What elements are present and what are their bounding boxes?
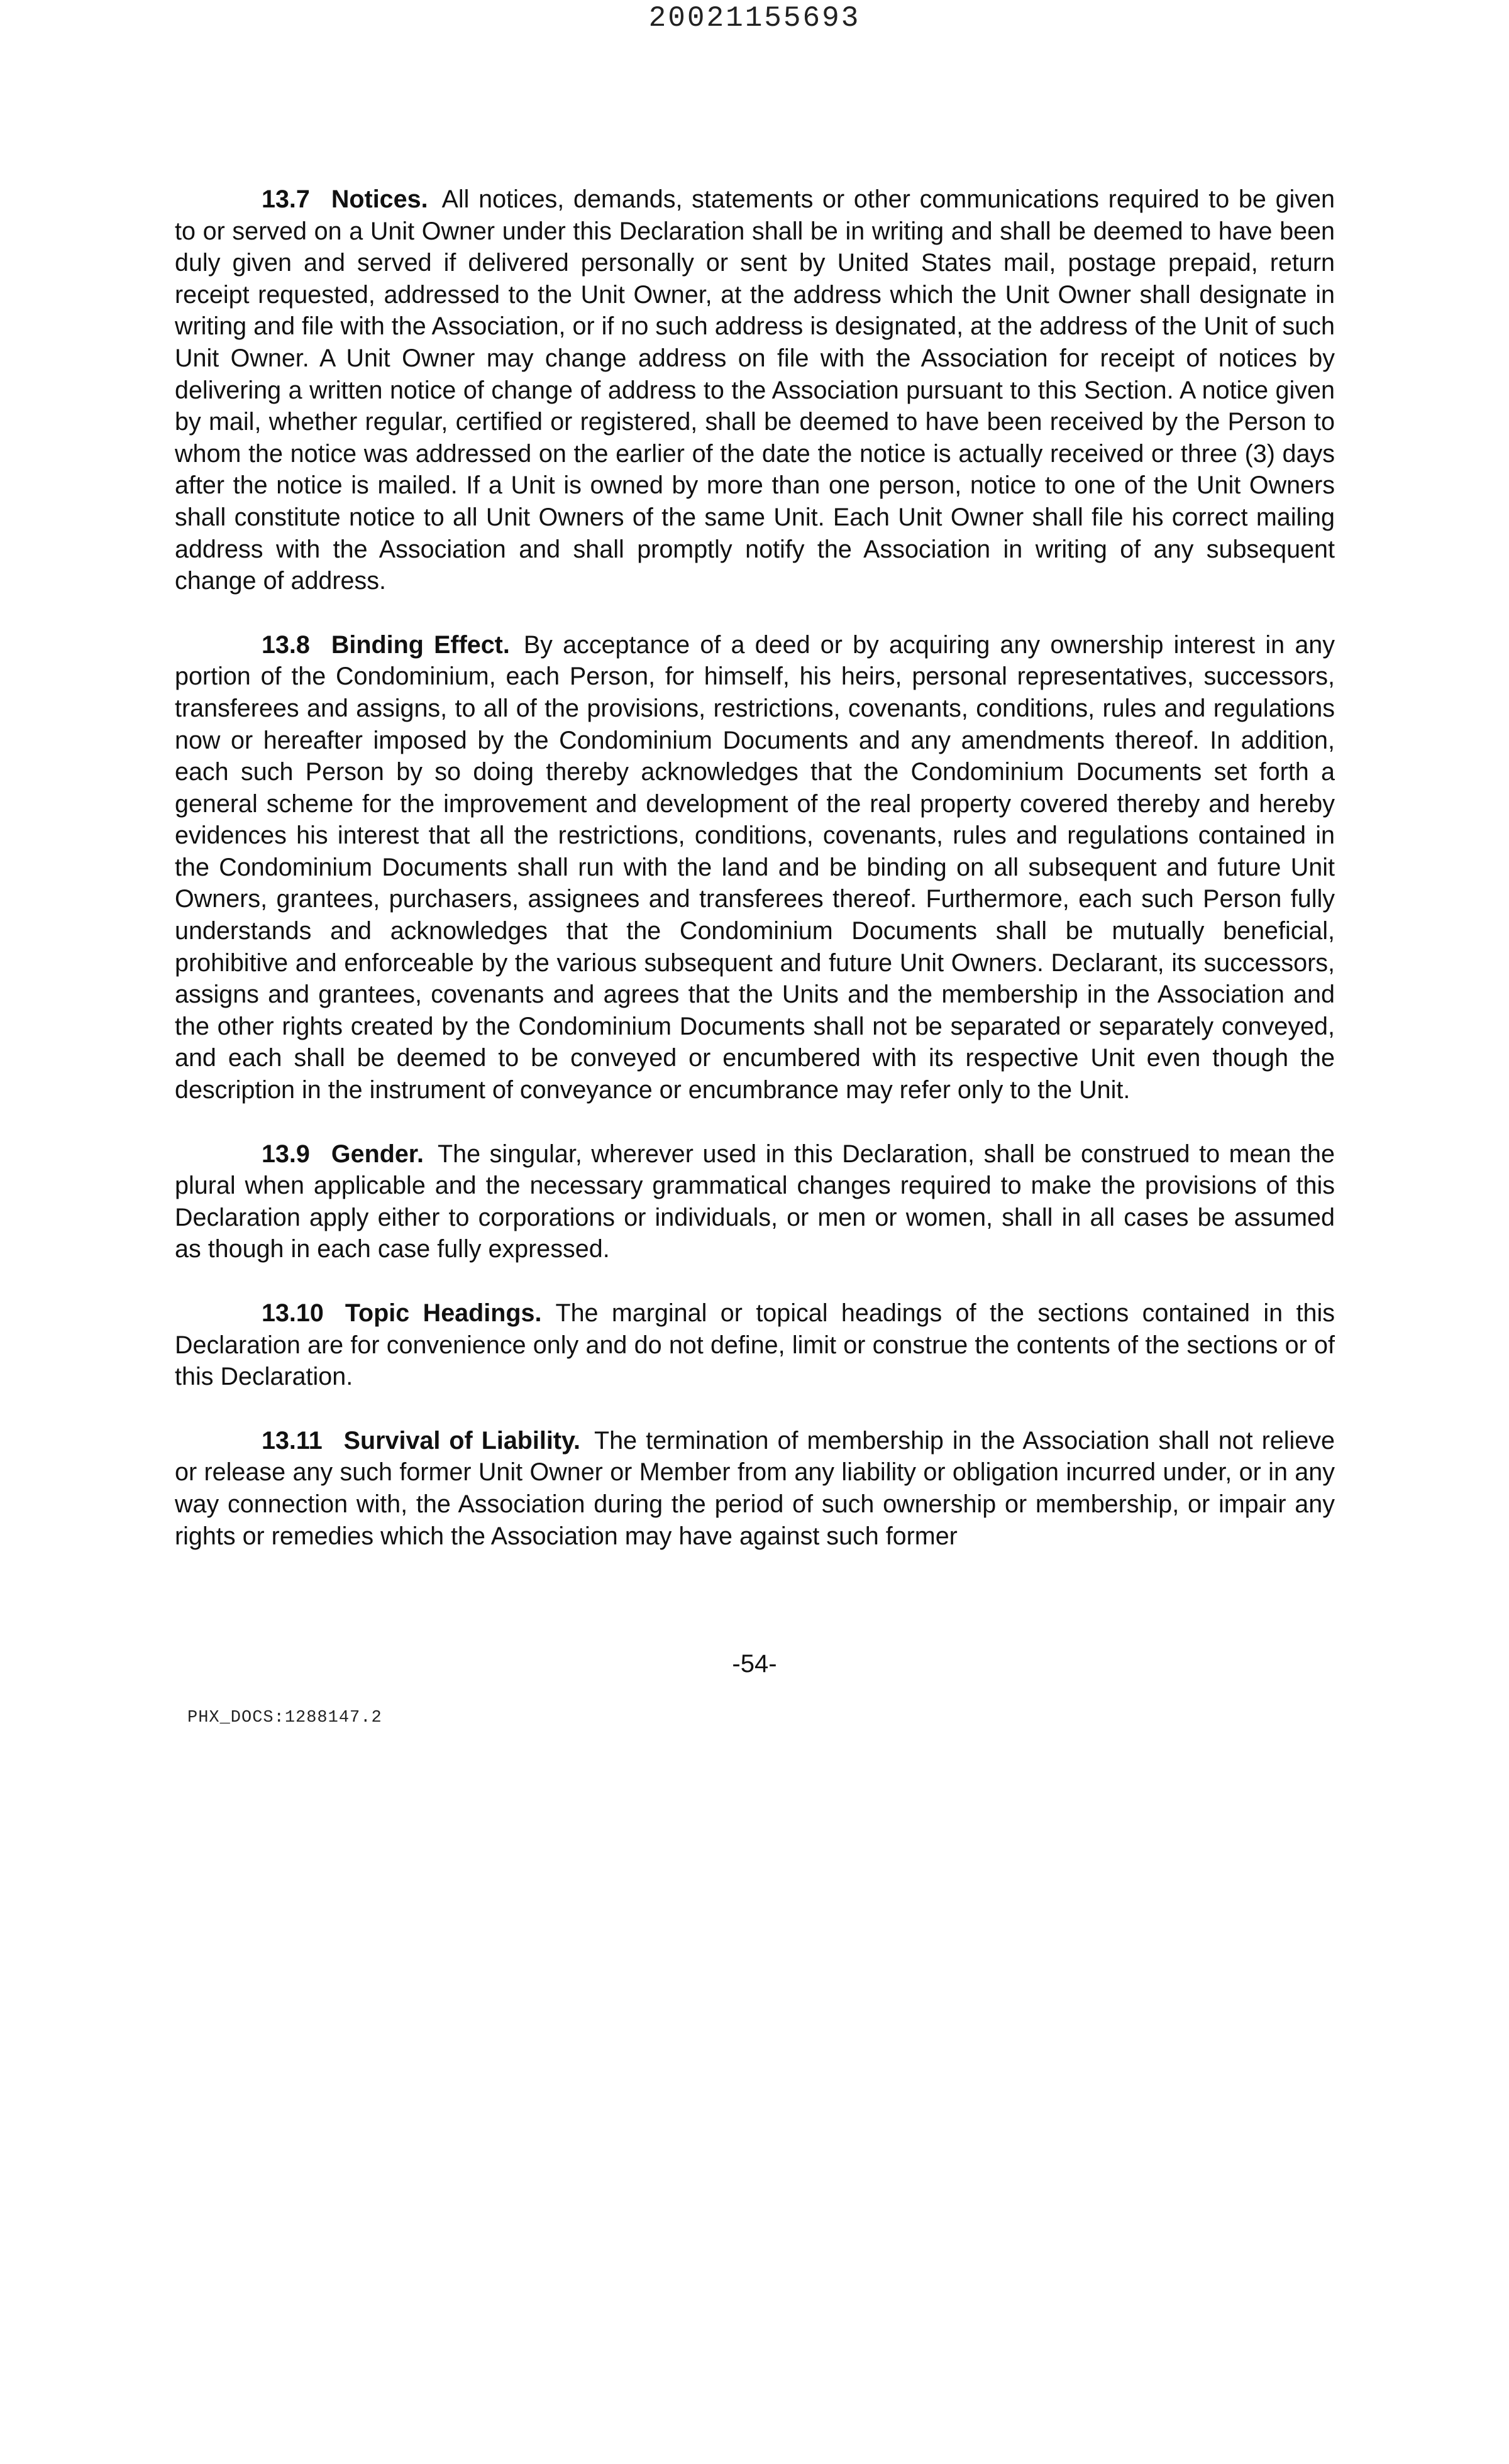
section-13-10 — [175, 1297, 1335, 1393]
section-number: 13.10 — [262, 1299, 324, 1327]
section-13-8 — [175, 629, 1335, 1106]
section-title: Topic Headings. — [345, 1299, 542, 1327]
section-title: Notices. — [331, 185, 428, 213]
document-reference: PHX_DOCS:1288147.2 — [187, 1708, 382, 1727]
document-body — [175, 184, 1335, 1584]
page-number: -54- — [732, 1650, 777, 1678]
section-title: Gender. — [331, 1140, 424, 1168]
section-13-11 — [175, 1425, 1335, 1552]
section-number: 13.11 — [262, 1426, 323, 1455]
section-text: The marginal or topical headings of the sections contained in this Declaration are for convenience only and do not define, limit or construe the contents of the sections or of this Declaration. — [175, 1299, 1335, 1391]
document-number: 20021155693 — [648, 2, 861, 35]
section-number: 13.9 — [262, 1140, 310, 1168]
section-13-7 — [175, 184, 1335, 597]
section-text: The termination of membership in the Association shall not relieve or release any such former Unit Owner or Member from any liability or obligation incurred under, or in any way connection with, the Association during the period of such ownership or membership, or impair any rights or remedies which the Association may have against such former — [175, 1426, 1335, 1550]
section-title: Binding Effect. — [331, 630, 510, 659]
section-13-9 — [175, 1138, 1335, 1265]
section-number: 13.8 — [262, 630, 310, 659]
section-text: The singular, wherever used in this Declaration, shall be construed to mean the plural when applicable and the necessary grammatical changes required to make the provisions of this Declaration apply either to corporations or individuals, or men or women, shall in all cases be assumed as though in each case fully expressed. — [175, 1140, 1335, 1263]
section-text: By acceptance of a deed or by acquiring any ownership interest in any portion of the Condominium, each Person, for himself, his heirs, personal representatives, successors, transferees and assigns, to all of the provisions, restrictions, covenants, conditions, rules and regulations now or hereafter imposed by the Condominium Documents and any amendments thereof. In addition, each such Person by so doing thereby acknowledges that the Condominium Documents set forth a general scheme for the improvement and development of the real property covered thereby and hereby evidences his interest that all the restrictions, conditions, covenants, rules and regulations contained in the Condominium Documents shall run with the land and be binding on all subsequent and future Unit Owners, grantees, purchasers, assignees and transferees thereof. Furthermore, each such Person fully understands and acknowledges that the Condominium Documents shall be mutually beneficial, prohibitive and enforceable by the various subsequent and future Unit Owners. Declarant, its successors, assigns and grantees, covenants and agrees that the Units and the membership in the Association and the other rights created by the Condominium Documents shall not be separated or separately conveyed, and each shall be deemed to be conveyed or encumbered with its respective Unit even though the description in the instrument of conveyance or encumbrance may refer only to the Unit. — [175, 630, 1335, 1104]
section-title: Survival of Liability. — [343, 1426, 581, 1455]
section-text: All notices, demands, statements or other communications required to be given to or served on a Unit Owner under this Declaration shall be in writing and shall be deemed to have been duly given and served if delivered personally or sent by United States mail, postage prepaid, return receipt requested, addressed to the Unit Owner, at the address which the Unit Owner shall designate in writing and file with the Association, or if no such address is designated, at the address of the Unit of such Unit Owner. A Unit Owner may change address on file with the Association for receipt of notices by delivering a written notice of change of address to the Association pursuant to this Section. A notice given by mail, whether regular, certified or registered, shall be deemed to have been received by the Person to whom the notice was addressed on the earlier of the date the notice is actually received or three (3) days after the notice is mailed. If a Unit is owned by more than one person, notice to one of the Unit Owners shall constitute notice to all Unit Owners of the same Unit. Each Unit Owner shall file his correct mailing address with the Association and shall promptly notify the Association in writing of any subsequent change of address. — [175, 185, 1335, 595]
section-number: 13.7 — [262, 185, 310, 213]
